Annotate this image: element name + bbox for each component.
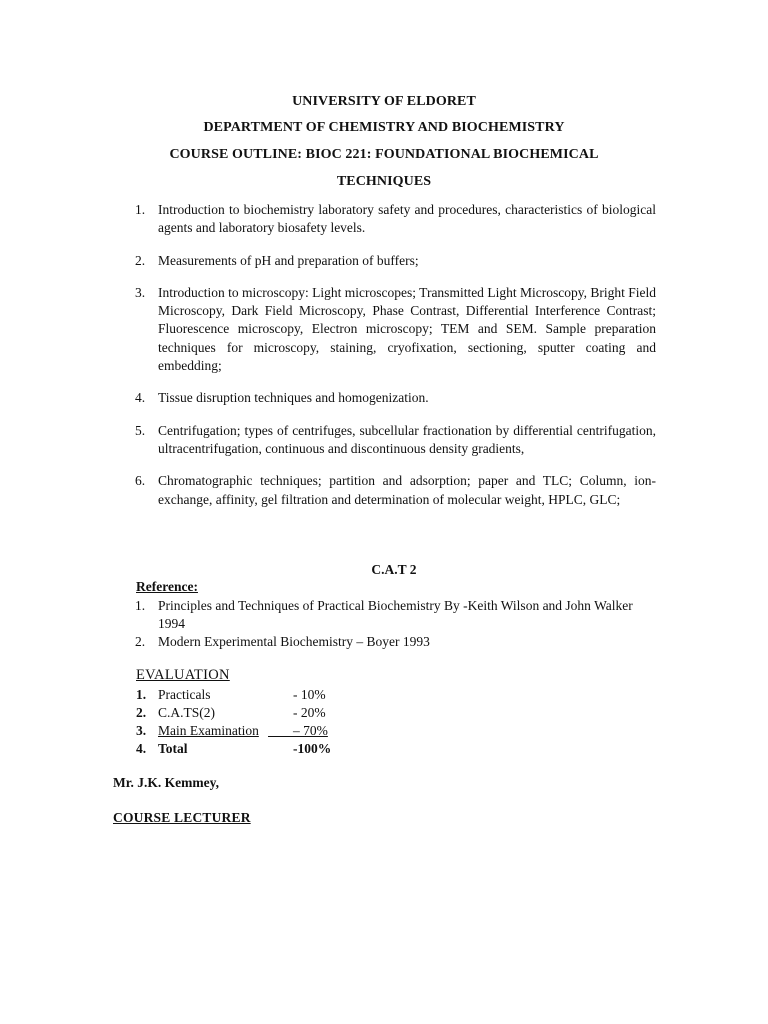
university-title: UNIVERSITY OF ELDORET [292, 94, 476, 109]
evaluation-value: – 70% [293, 723, 328, 738]
lecturer-name: Mr. J.K. Kemmey, [113, 775, 219, 790]
evaluation-row-total [136, 740, 346, 758]
topic-text: Tissue disruption techniques and homogenization. [158, 390, 429, 406]
reference-number: 1. [135, 598, 146, 613]
evaluation-value: - 10% [293, 687, 326, 702]
reference-number: 2. [135, 634, 146, 649]
topics-list [133, 201, 656, 509]
underline-rule [268, 736, 293, 737]
evaluation-number: 4. [136, 741, 147, 756]
evaluation-label: Total [158, 741, 188, 756]
evaluation-table [136, 686, 346, 758]
evaluation-row [136, 686, 346, 704]
evaluation-value: -100% [293, 741, 332, 756]
topic-item [133, 422, 656, 459]
topic-text: Introduction to microscopy: Light microscopes; Transmitted Light Microscopy, Bright Field Microscopy, Dark Field Microscopy, Phase Contrast, Differential Interference Contrast; Fluorescence microscopy, Electron microscopy; TEM and SEM. Sample preparation techniques for microscopy, staining, cryofixation, sectioning, sputter coating and embedding; [158, 284, 656, 374]
topic-text: Introduction to biochemistry laboratory safety and procedures, characteristics of biological agents and laboratory biosafety levels. [158, 202, 656, 236]
evaluation-label: C.A.TS(2) [158, 705, 215, 720]
topic-item [133, 284, 656, 375]
lecturer-role: COURSE LECTURER [113, 810, 251, 825]
topic-number: 6. [135, 473, 146, 489]
evaluation-row [136, 722, 346, 740]
course-title-line-1: COURSE OUTLINE: BIOC 221: FOUNDATIONAL BIOCHEMICAL [169, 147, 599, 162]
topic-text: Chromatographic techniques; partition and adsorption; paper and TLC; Column, ion-exchange, affinity, gel filtration and determination of molecular weight, HPLC, GLC; [158, 473, 656, 507]
evaluation-number: 2. [136, 705, 147, 720]
topic-number: 5. [135, 422, 146, 438]
evaluation-row [136, 704, 346, 722]
topic-number: 2. [135, 252, 146, 268]
course-title-line-2: TECHNIQUES [336, 174, 432, 189]
topic-item [133, 389, 656, 407]
reference-title: Reference: [136, 579, 198, 594]
topic-text: Centrifugation; types of centrifuges, subcellular fractionation by differential centrifugation, ultracentrifugation, continuous and discontinuous density gradients, [158, 422, 656, 456]
evaluation-value: - 20% [293, 705, 326, 720]
reference-item [133, 633, 656, 651]
evaluation-title: EVALUATION [136, 667, 230, 683]
reference-text: Principles and Techniques of Practical Biochemistry By -Keith Wilson and John Walker 1994 [158, 598, 633, 631]
cat-label: C.A.T 2 [371, 562, 417, 577]
topic-item [133, 201, 656, 238]
topic-item [133, 252, 656, 270]
evaluation-number: 3. [136, 723, 147, 738]
topic-number: 4. [135, 390, 146, 406]
topic-number: 1. [135, 202, 146, 217]
topic-number: 3. [135, 284, 146, 300]
department-title: DEPARTMENT OF CHEMISTRY AND BIOCHEMISTRY [203, 120, 565, 135]
evaluation-label: Main Examination [158, 723, 259, 738]
evaluation-label: Practicals [158, 687, 211, 702]
reference-text: Modern Experimental Biochemistry – Boyer 1993 [158, 634, 430, 649]
topic-text: Measurements of pH and preparation of buffers; [158, 252, 419, 268]
topic-item [133, 472, 656, 509]
evaluation-number: 1. [136, 687, 147, 702]
reference-item [133, 597, 656, 633]
reference-list [133, 597, 656, 651]
